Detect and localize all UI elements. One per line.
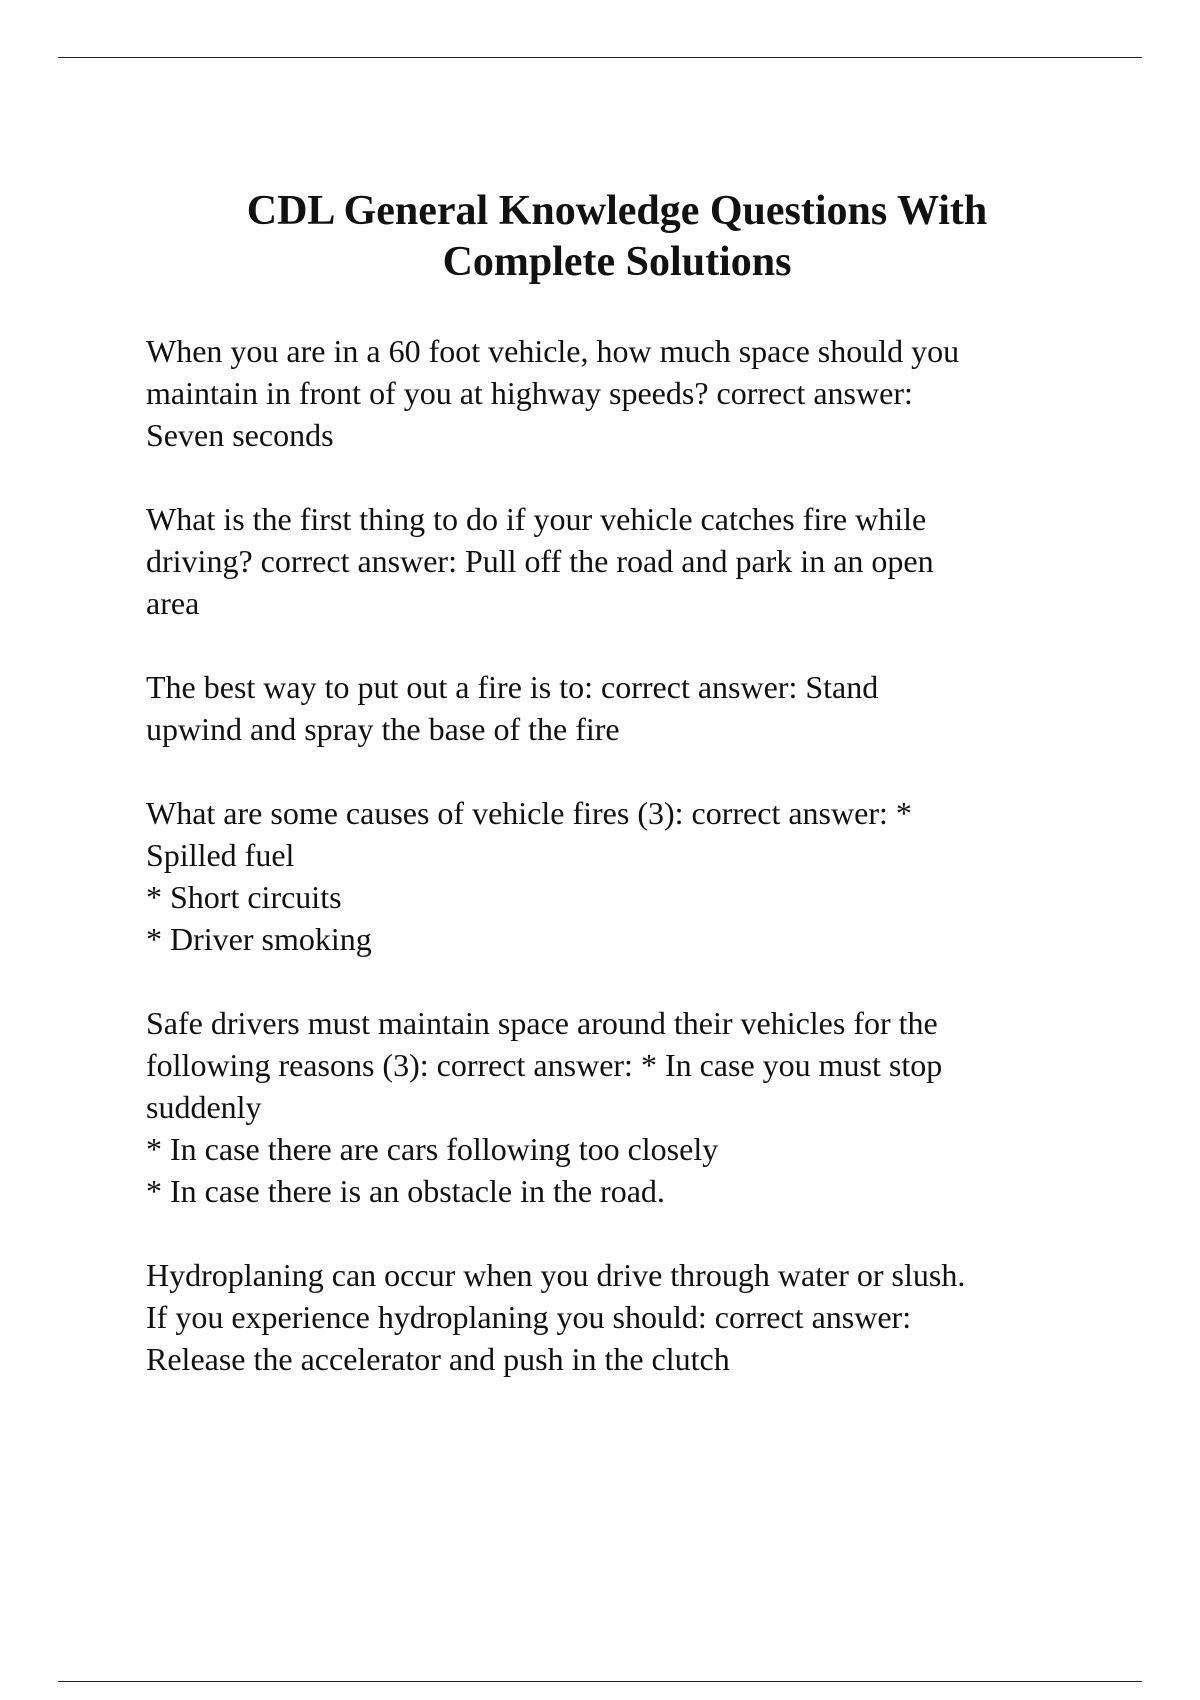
question-list [146, 330, 1086, 1422]
qa-line: Seven seconds [146, 417, 334, 453]
qa-line: * In case there are cars following too closely [146, 1131, 719, 1167]
title-line: CDL General Knowledge Questions With [246, 188, 988, 234]
qa-line: What is the first thing to do if your vehicle catches fire while [146, 501, 927, 537]
qa-item-vehicle-fire-first-step [146, 498, 1086, 624]
qa-line: * Short circuits [146, 879, 342, 915]
header-rule [58, 57, 1142, 58]
title-line: Complete Solutions [442, 239, 792, 285]
qa-item-fire-causes [146, 792, 1086, 960]
qa-line: following reasons (3): correct answer: * In case you must stop [146, 1047, 943, 1083]
qa-item-space-reasons [146, 1002, 1086, 1212]
qa-line: What are some causes of vehicle fires (3): correct answer: * [146, 795, 912, 831]
page-title [150, 186, 1084, 288]
qa-line: driving? correct answer: Pull off the road and park in an open [146, 543, 934, 579]
qa-line: * In case there is an obstacle in the road. [146, 1173, 665, 1209]
qa-line: area [146, 585, 200, 621]
qa-item-following-distance [146, 330, 1086, 456]
qa-line: upwind and spray the base of the fire [146, 711, 620, 747]
qa-item-hydroplaning [146, 1254, 1086, 1380]
footer-rule [58, 1681, 1142, 1682]
qa-line: When you are in a 60 foot vehicle, how much space should you [146, 333, 960, 369]
qa-line: Spilled fuel [146, 837, 295, 873]
qa-item-put-out-fire [146, 666, 1086, 750]
qa-line: maintain in front of you at highway speeds? correct answer: [146, 375, 913, 411]
qa-line: suddenly [146, 1089, 262, 1125]
qa-line: Release the accelerator and push in the clutch [146, 1341, 730, 1377]
qa-line: Hydroplaning can occur when you drive through water or slush. [146, 1257, 966, 1293]
qa-line: If you experience hydroplaning you should: correct answer: [146, 1299, 912, 1335]
qa-line: Safe drivers must maintain space around their vehicles for the [146, 1005, 938, 1041]
qa-line: * Driver smoking [146, 921, 372, 957]
qa-line: The best way to put out a fire is to: correct answer: Stand [146, 669, 879, 705]
